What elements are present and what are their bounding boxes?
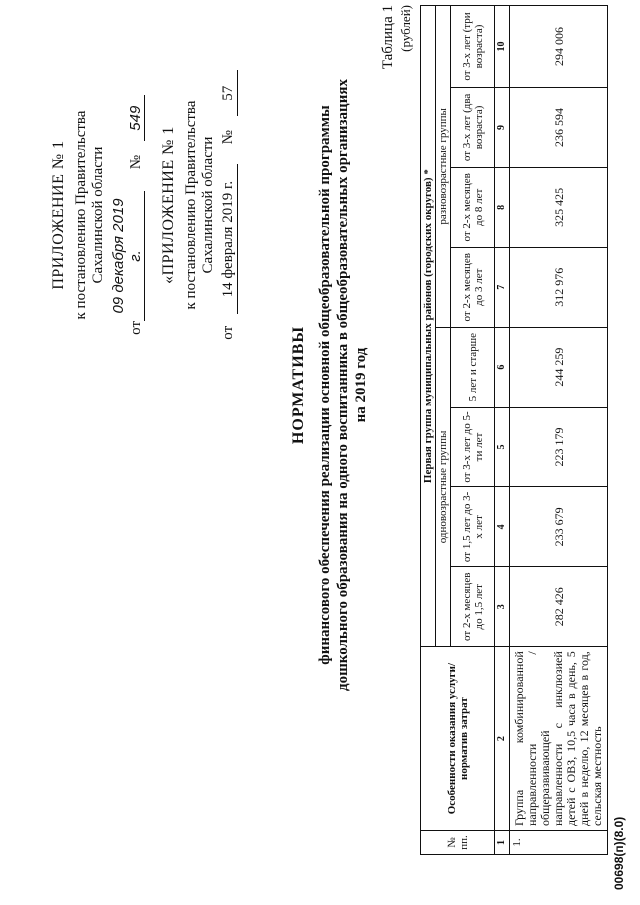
table-row	[510, 6, 608, 855]
header-features: Особенности оказания услуги/норматив затрат	[421, 647, 495, 831]
row-description: Группа комбинированной направленности / общеразвивающей направленности с инклюзией детей с ОВЗ, 10,5 часа в день, 5 дней в неделю, 12 месяцев в год, сельская местность	[510, 647, 608, 831]
heading-title: НОРМАТИВЫ	[290, 325, 307, 445]
appendix-line: к постановлению Правительства	[73, 110, 89, 320]
header-group: Первая группа муниципальных районов (городских округов) *	[421, 6, 436, 647]
row-value: 312 976	[510, 247, 608, 327]
row-value: 223 179	[510, 407, 608, 487]
appendix-title: ПРИЛОЖЕНИЕ № 1	[50, 140, 67, 290]
norms-table	[420, 5, 608, 855]
row-value: 294 006	[510, 6, 608, 88]
appendix-date: 09 декабря 2019 г.	[110, 191, 145, 321]
column-index-row: 1 2 3 4 5 6 7 8 9 10	[495, 6, 510, 855]
heading-line: финансового обеспечения реализации основной общеобразовательной программы	[317, 105, 333, 665]
header-age: от 2-х месяцев до 1,5 лет	[451, 567, 495, 647]
footer-code: 00698(п)(8.0)	[612, 816, 626, 890]
row-value: 233 679	[510, 487, 608, 567]
header-age: от 3-х лет до 5-ти лет	[451, 407, 495, 487]
row-value: 325 425	[510, 167, 608, 247]
document-heading	[290, 25, 370, 745]
header-age: от 2-х месяцев до 8 лет	[451, 167, 495, 247]
header-multi-age: разновозрастные группы	[436, 6, 451, 328]
header-age: от 3-х лет (три возраста)	[451, 6, 495, 88]
appendix-number: 549	[127, 95, 145, 141]
header-no: № пп.	[421, 831, 495, 855]
appendix-previous	[160, 10, 238, 400]
appendix-number: 57	[220, 70, 238, 116]
header-age: от 3-х лет (два возраста)	[451, 87, 495, 167]
header-age: от 1,5 лет до 3-х лет	[451, 487, 495, 567]
heading-line: дошкольного образования на одного воспитанника в общеобразовательных организациях	[335, 79, 351, 691]
row-value: 244 259	[510, 327, 608, 407]
row-value: 236 594	[510, 87, 608, 167]
header-one-age: одновозрастные группы	[436, 327, 451, 647]
appendix-line: Сахалинской области	[200, 136, 216, 274]
header-age: от 2-х месяцев до 3 лет	[451, 247, 495, 327]
units-label: (рублей)	[398, 5, 413, 52]
appendix-line: Сахалинской области	[90, 146, 106, 284]
table-label: Таблица 1 (рублей)	[380, 5, 414, 105]
heading-line: на 2019 год	[353, 347, 369, 423]
row-number: 1.	[510, 831, 608, 855]
appendix-date-line: от 14 февраля 2019 г. № 57	[220, 10, 238, 400]
header-age: 5 лет и старше	[451, 327, 495, 407]
row-value: 282 426	[510, 567, 608, 647]
appendix-line: к постановлению Правительства	[183, 100, 199, 310]
appendix-date-line: от09 декабря 2019 г. № 549	[110, 15, 145, 415]
appendix-date: 14 февраля 2019 г.	[220, 164, 238, 314]
appendix-current	[50, 15, 145, 415]
appendix-title: «ПРИЛОЖЕНИЕ № 1	[160, 126, 177, 284]
